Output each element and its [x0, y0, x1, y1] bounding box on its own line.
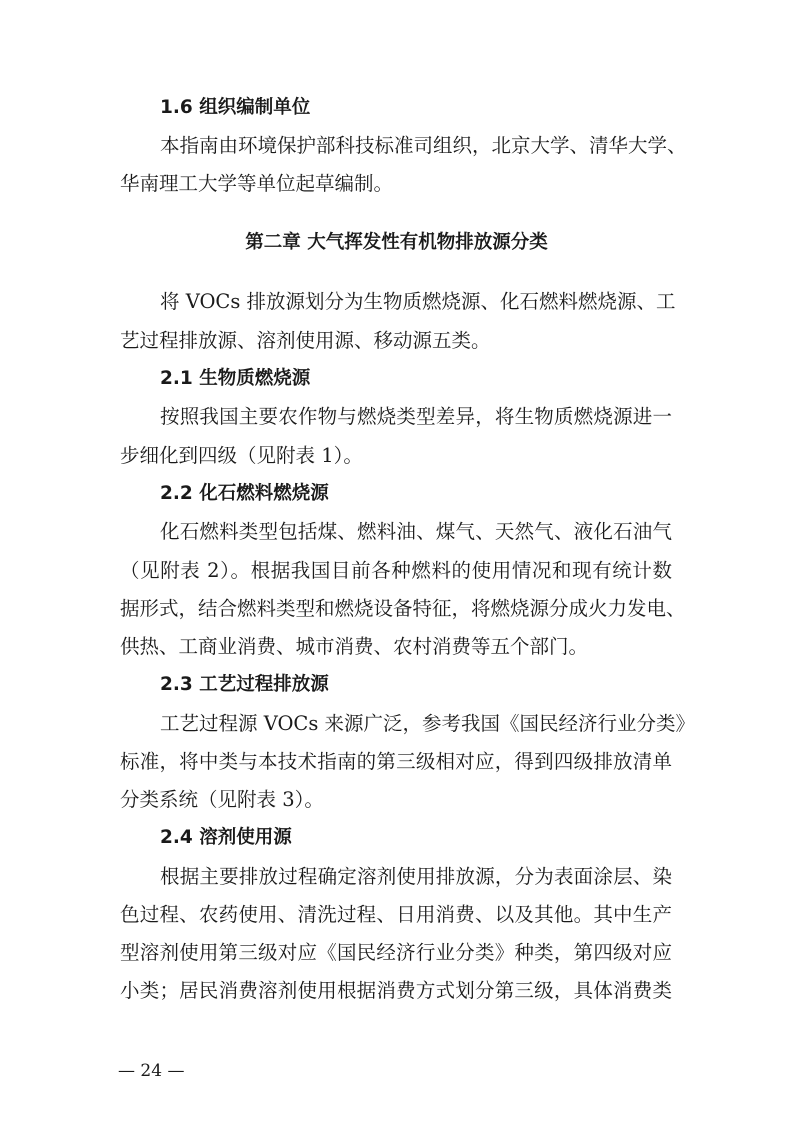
paragraph-line: 小类；居民消费溶剂使用根据消费方式划分第三级，具体消费类	[120, 979, 672, 1002]
paragraph-line: 本指南由环境保护部科技标准司组织，北京大学、清华大学、	[160, 134, 687, 157]
paragraph-line: 分类系统（见附表 3）。	[120, 788, 324, 811]
page-number: — 24 —	[118, 1061, 185, 1081]
paragraph-line: 标准，将中类与本技术指南的第三级相对应，得到四级排放清单	[120, 750, 672, 773]
chapter-title: 第二章 大气挥发性有机物排放源分类	[245, 232, 548, 253]
section-heading-2-3: 2.3 工艺过程排放源	[160, 674, 329, 695]
paragraph-line: 工艺过程源 VOCs 来源广泛，参考我国《国民经济行业分类》	[160, 712, 696, 735]
section-heading-1-6: 1.6 组织编制单位	[160, 97, 311, 118]
paragraph-line: 按照我国主要农作物与燃烧类型差异，将生物质燃烧源进一	[160, 405, 672, 428]
paragraph-line: （见附表 2）。根据我国目前各种燃料的使用情况和现有统计数	[120, 559, 672, 582]
paragraph-line: 根据主要排放过程确定溶剂使用排放源，分为表面涂层、染	[160, 865, 672, 888]
paragraph-line: 色过程、农药使用、清洗过程、日用消费、以及其他。其中生产	[120, 903, 672, 926]
paragraph-line: 据形式，结合燃料类型和燃烧设备特征，将燃烧源分成火力发电、	[120, 597, 686, 620]
section-heading-2-1: 2.1 生物质燃烧源	[160, 368, 311, 389]
paragraph-line: 华南理工大学等单位起草编制。	[120, 172, 394, 195]
paragraph-line: 型溶剂使用第三级对应《国民经济行业分类》种类，第四级对应	[120, 941, 672, 964]
section-heading-2-2: 2.2 化石燃料燃烧源	[160, 483, 329, 504]
paragraph-line: 步细化到四级（见附表 1）。	[120, 444, 363, 467]
paragraph-line: 将 VOCs 排放源划分为生物质燃烧源、化石燃料燃烧源、工	[160, 290, 676, 313]
paragraph-line: 供热、工商业消费、城市消费、农村消费等五个部门。	[120, 635, 589, 658]
paragraph-line: 化石燃料类型包括煤、燃料油、煤气、天然气、液化石油气	[160, 520, 672, 543]
paragraph-line: 艺过程排放源、溶剂使用源、移动源五类。	[120, 329, 491, 352]
section-heading-2-4: 2.4 溶剂使用源	[160, 827, 292, 848]
